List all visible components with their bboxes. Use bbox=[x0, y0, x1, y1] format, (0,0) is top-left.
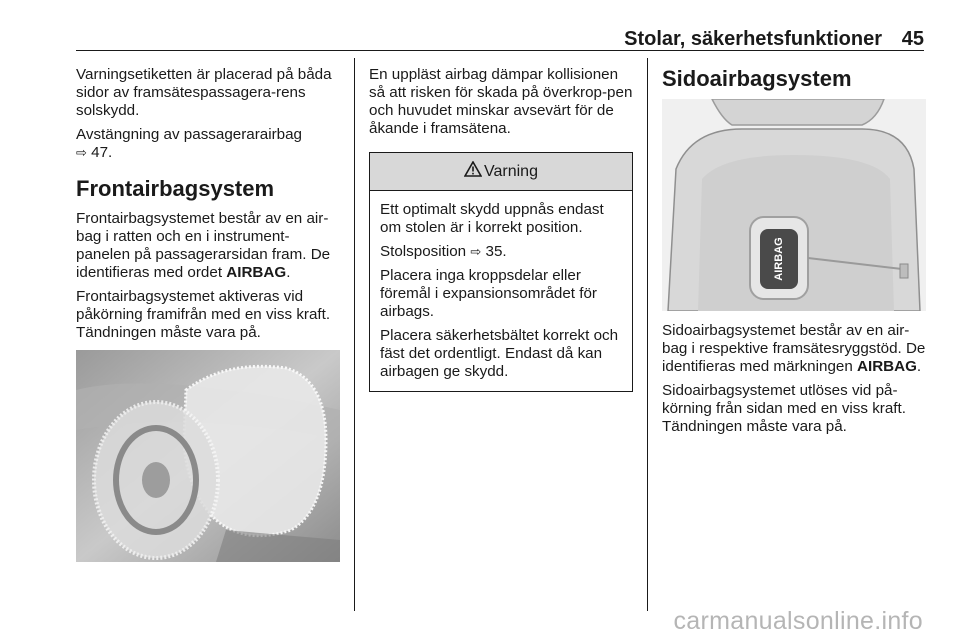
warning-item: Ett optimalt skydd uppnås endast om stolen är i korrekt position. bbox=[380, 201, 604, 236]
airbag-effect-paragraph: En uppläst airbag dämpar kollisionen så att risken för skada på överkrop-pen och huvudet minskar avsevärt för de åkande i framsätena. bbox=[369, 66, 633, 137]
header-divider bbox=[76, 50, 924, 51]
warning-item: Placera inga kroppsdelar eller föremål i expansionsområdet för airbags. bbox=[380, 267, 597, 320]
front-airbag-activation: Frontairbagsystemet aktiveras vid påkörning framifrån med en viss kraft. Tändningen måste vara på. bbox=[76, 288, 331, 341]
column-divider-2 bbox=[647, 58, 648, 611]
ref-page-link[interactable]: 35. bbox=[485, 243, 507, 260]
side-airbag-description: Sidoairbagsystemet består av en air-bag i respektive framsätesryggstöd. De identifieras med märkningen AIRBAG. bbox=[662, 322, 926, 375]
watermark-text: carmanualsonline.info bbox=[673, 607, 923, 635]
reference-arrow-icon: ⇨ bbox=[76, 145, 87, 160]
side-airbag-heading: Sidoairbagsystem bbox=[662, 66, 852, 91]
column-2 bbox=[369, 66, 634, 392]
warning-header bbox=[370, 153, 632, 191]
warning-triangle-icon bbox=[464, 161, 484, 182]
reference-arrow-icon: ⇨ bbox=[470, 244, 482, 259]
side-airbag-activation: Sidoairbagsystemet utlöses vid på-körning från sidan med en viss kraft. Tändningen måste vara på. bbox=[662, 382, 906, 435]
column-3 bbox=[662, 66, 926, 100]
side-airbag-illustration bbox=[662, 99, 926, 311]
front-airbag-heading: Frontairbagsystem bbox=[76, 176, 275, 201]
warning-box bbox=[369, 152, 633, 392]
column-1 bbox=[76, 66, 340, 348]
passenger-airbag-deactivation-ref bbox=[76, 126, 340, 162]
airbag-marking-text: AIRBAG bbox=[857, 358, 917, 375]
front-airbag-description: Frontairbagsystemet består av en air-bag i ratten och en i instrument-panelen på passagerarsidan fram. De identifieras med ordet AIRBAG. bbox=[76, 210, 331, 281]
warning-title: Varning bbox=[484, 162, 538, 180]
column-divider-1 bbox=[354, 58, 355, 611]
page-number: 45 bbox=[901, 28, 924, 50]
warning-item: Placera säkerhetsbältet korrekt och fäst det ordentligt. Endast då kan airbagen ge skydd. bbox=[380, 327, 619, 380]
ref-text: Avstängning av passagerarairbag bbox=[76, 126, 302, 143]
airbag-marking-text: AIRBAG bbox=[226, 264, 287, 281]
seat-position-ref: Stolsposition ⇨ 35. bbox=[380, 243, 507, 260]
column-3-text bbox=[662, 322, 926, 442]
warning-body bbox=[370, 191, 632, 391]
label-location-paragraph: Varningsetiketten är placerad på båda sidor av framsätespassagera-rens solskydd. bbox=[76, 66, 332, 119]
page-header-title: Stolar, säkerhetsfunktioner bbox=[624, 28, 882, 50]
ref-page-link[interactable]: 47. bbox=[91, 144, 113, 161]
airbag-badge-label: AIRBAG bbox=[773, 237, 785, 281]
front-airbag-illustration bbox=[76, 350, 340, 562]
